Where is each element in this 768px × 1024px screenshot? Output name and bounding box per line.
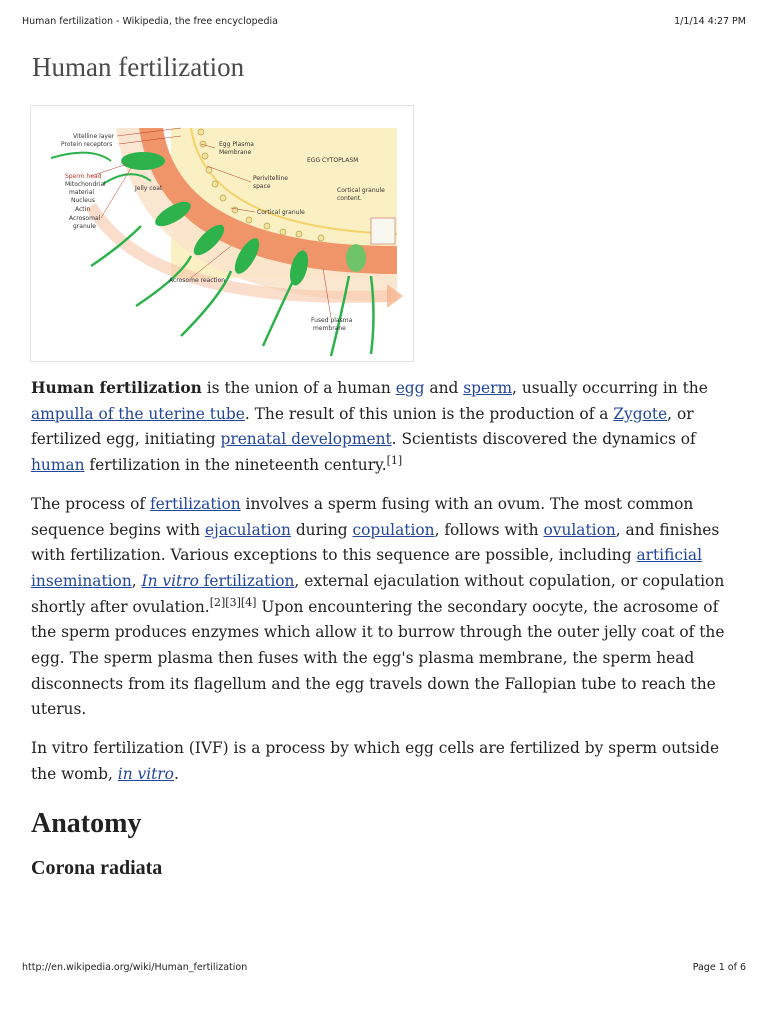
link-copulation[interactable]: copulation: [352, 520, 435, 539]
label-perivitelline-2: space: [253, 183, 271, 190]
text-run: ,: [131, 571, 142, 590]
label-actin: Actin: [75, 206, 91, 213]
text-run: involves a sperm fusing with an ovum. The most common sequence begins with: [31, 494, 694, 539]
reference-2[interactable]: [2]: [209, 595, 226, 609]
text-run: is the union of a human: [201, 379, 396, 397]
fused-green-blob: [346, 244, 366, 272]
link-zygote[interactable]: Zygote: [613, 404, 668, 423]
link-fertilization[interactable]: fertilization: [149, 494, 241, 513]
text-run: , external ejaculation without copulation, or copulation shortly after ovulation.: [31, 571, 725, 616]
text-run: fertilization in the nineteenth century.: [84, 456, 387, 475]
label-acrosomal-1: Acrosomal: [69, 215, 101, 222]
link-in-vitro-text: in vitro: [117, 764, 174, 783]
label-mitochondrial-2: material: [69, 189, 95, 196]
cortical-granule-content-blob: [371, 218, 395, 244]
reference-1[interactable]: [1]: [386, 453, 403, 467]
label-sperm-head: Sperm head: [65, 173, 102, 180]
paragraph-process: [31, 492, 743, 723]
link-ampulla[interactable]: ampulla of the uterine tube: [31, 404, 245, 423]
label-cortical-content-1: Cortical granule: [337, 187, 385, 194]
paragraph-ivf: [31, 736, 743, 787]
text-run: Upon encountering the secondary oocyte, the acrosome of the sperm produces enzymes which allow it to burrow through the outer jelly coat of the egg. The sperm plasma then fuses with the egg's plasma membrane, the sperm head disconnects from its flagellum and the egg travels down the Fallopian tube to reach the uterus.: [31, 597, 725, 719]
text-run: and: [424, 379, 464, 397]
print-footer-url: http://en.wikipedia.org/wiki/Human_fertilization: [22, 962, 248, 973]
label-protein-receptors: Protein receptors: [61, 141, 113, 148]
link-ejaculation[interactable]: ejaculation: [204, 520, 291, 539]
text-run: , or fertilized egg, initiating: [31, 404, 694, 449]
text-run: , follows with: [434, 520, 544, 539]
paragraph-intro: [31, 376, 743, 479]
fertilization-diagram[interactable]: [30, 105, 414, 362]
link-human[interactable]: human: [31, 456, 85, 475]
text-run: . The result of this union is the production of a: [244, 404, 614, 423]
reference-3[interactable]: [3]: [225, 595, 241, 609]
link-ivf-italic: In vitro: [141, 571, 199, 590]
link-in-vitro-fertilization[interactable]: [142, 572, 295, 590]
label-egg-cytoplasm: EGG CYTOPLASM: [307, 157, 359, 164]
fertilization-diagram-svg: [31, 106, 413, 361]
print-footer: [22, 962, 746, 973]
link-ovulation[interactable]: ovulation: [543, 520, 616, 539]
label-fused-plasma-1: Fused plasma: [311, 317, 353, 324]
link-in-vitro[interactable]: [118, 765, 174, 783]
page-title: Human fertilization: [32, 52, 245, 82]
label-egg-plasma-1: Egg Plasma: [219, 141, 254, 148]
section-heading-anatomy: Anatomy: [31, 807, 142, 839]
text-run: .: [173, 764, 179, 783]
label-acrosomal-2: granule: [73, 223, 96, 230]
label-vitelline-layer: Vitelline layer: [73, 133, 115, 140]
label-cortical-content-2: content.: [337, 195, 362, 202]
text-run: , and finishes with fertilization. Various exceptions to this sequence are possible, including: [31, 520, 720, 565]
text-run: The process of: [31, 494, 150, 513]
label-cortical-granule: Cortical granule: [257, 209, 305, 216]
label-egg-plasma-2: Membrane: [219, 149, 252, 156]
print-header-title: Human fertilization - Wikipedia, the free encyclopedia: [22, 16, 278, 27]
link-egg[interactable]: egg: [395, 379, 425, 397]
text-run: during: [290, 520, 353, 539]
print-footer-page: Page 1 of 6: [692, 962, 746, 973]
reference-4[interactable]: [4]: [240, 595, 257, 609]
label-fused-plasma-2: membrane: [313, 325, 346, 332]
text-run: , usually occurring in the: [512, 379, 708, 397]
text-run: . Scientists discovered the dynamics of: [391, 430, 696, 449]
subsection-heading-corona-radiata: Corona radiata: [31, 856, 163, 879]
print-header-datetime: 1/1/14 4:27 PM: [674, 16, 746, 27]
article-body: [31, 376, 743, 881]
label-nucleus: Nucleus: [71, 197, 95, 204]
label-mitochondrial-1: Mitochondrial: [65, 181, 106, 188]
label-jelly-coat: Jelly coat: [135, 185, 163, 192]
text-run: In vitro fertilization (IVF) is a process by which egg cells are fertilized by sperm outside the womb,: [31, 739, 720, 783]
print-header: [22, 16, 746, 27]
link-ivf-rest: fertilization: [198, 571, 295, 590]
bold-term: Human fertilization: [31, 379, 202, 397]
label-perivitelline-1: Perivitelline: [253, 175, 288, 182]
link-artificial-insemination[interactable]: artificial insemination: [31, 546, 702, 590]
link-sperm[interactable]: sperm: [463, 379, 513, 397]
label-acrosome-reaction: Acrosome reaction: [169, 277, 226, 284]
link-prenatal-development[interactable]: prenatal development: [220, 430, 392, 449]
